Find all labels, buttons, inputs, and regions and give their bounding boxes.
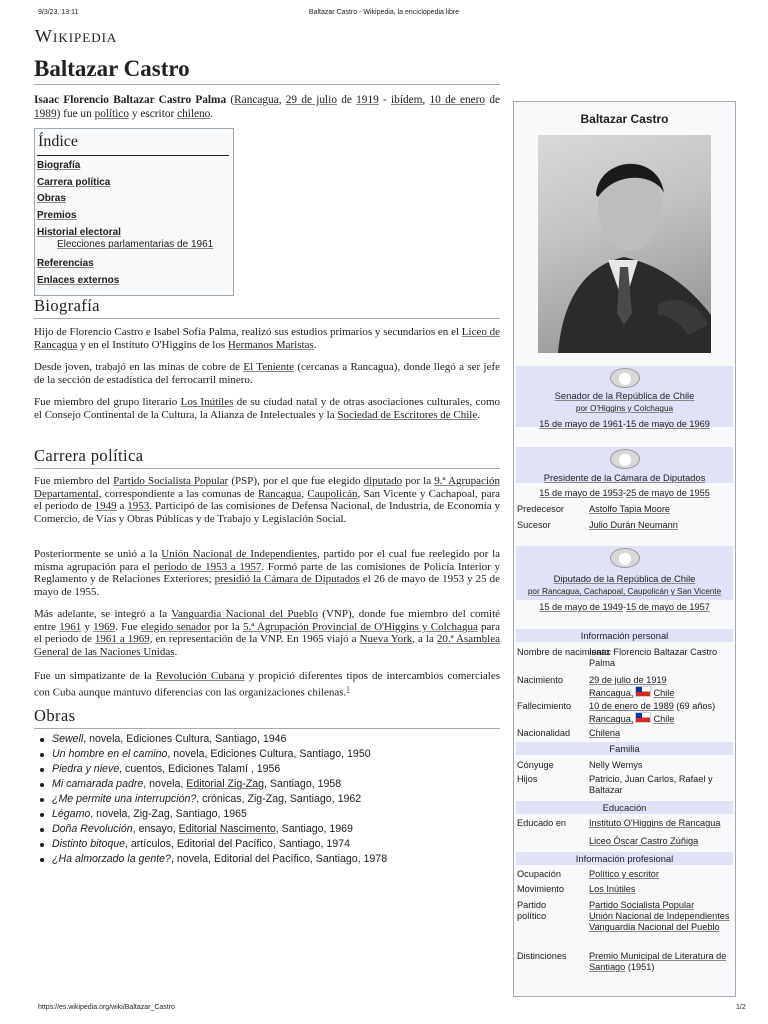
link-nueva-york[interactable]: Nueva York — [359, 633, 413, 646]
children-value: Patricio, Juan Carlos, Rafael y Baltazar — [589, 774, 713, 795]
link-presidio-camara[interactable]: presidió la Cámara de Diputados — [214, 573, 360, 586]
office-presidente-dates: 15 de mayo de 1953-25 de mayo de 1955 — [539, 488, 710, 498]
carrera-paragraph-3: Más adelante, se integró a la Vanguardia Nacional del Pueblo (VNP), donde fue miembro del comité entre 1961 y 1969. Fue elegido senador por la 5.ª Agrupación Provincial de O'Higgins y Colchagua para el periodo de 1961 a 1969, en representación de la VNP. En 1965 viajó a Nueva York, a la 20.ª Asamblea General de las Naciones Unidas. — [34, 608, 501, 659]
education-label: Educado en — [517, 818, 567, 828]
toc-item-historial[interactable]: Historial electoral — [37, 227, 121, 238]
link-birth-year[interactable]: 1919 — [356, 94, 379, 106]
link-revolucion-cubana[interactable]: Revolución Cubana — [156, 670, 245, 682]
link-editorial-zigzag[interactable]: Editorial Zig-Zag — [186, 778, 264, 790]
office-presidente-camara[interactable]: Presidente de la Cámara de Diputados — [543, 472, 706, 483]
link-los-inutiles[interactable]: Los Inútiles — [180, 396, 234, 408]
portrait-figure — [538, 135, 711, 353]
list-item: ¿Ha almorzado la gente?, novela, Editorial del Pacífico, Santiago, 1978 — [52, 853, 502, 868]
toc-item-obras[interactable]: Obras — [37, 193, 66, 204]
link-sech[interactable]: Sociedad de Escritores de Chile — [337, 408, 478, 421]
party-values: Partido Socialista Popular Unión Nacional de Independientes Vanguardia Nacional del Pueblo — [589, 900, 730, 932]
link-1969[interactable]: 1969 — [93, 620, 116, 633]
birth-label: Nacimiento — [517, 675, 563, 685]
link-hermanos-maristas[interactable]: Hermanos Maristas — [227, 338, 314, 351]
print-url: https://es.wikipedia.org/wiki/Baltazar_Castro — [38, 1004, 175, 1011]
link-unin[interactable]: Unión Nacional de Independientes — [161, 548, 317, 560]
office-diputado-dates: 15 de mayo de 1949-15 de mayo de 1957 — [539, 602, 710, 612]
link-psp[interactable]: Partido Socialista Popular — [113, 475, 229, 487]
full-name-value: Isaac Florencio Baltazar Castro Palma — [589, 647, 718, 668]
toc-item-enlaces[interactable]: Enlaces externos — [37, 275, 120, 286]
link-chileno[interactable]: chileno — [177, 108, 211, 120]
table-of-contents — [34, 128, 234, 296]
list-item: Mi camarada padre, novela, Editorial Zig-Zag, Santiago, 1958 — [52, 778, 502, 793]
spouse-label: Cónyuge — [517, 760, 554, 770]
list-item: Légamo, novela, Zig-Zag, Santiago, 1965 — [52, 808, 502, 823]
sucesor-label: Sucesor — [517, 520, 551, 530]
bio-paragraph-2: Desde joven, trabajó en las minas de cobre de El Teniente (cercanas a Rancagua), donde llegó a ser jefe de la sección de estadística del ferrocarril minero. — [34, 361, 501, 386]
predecesor-value[interactable]: Astolfo Tapia Moore — [589, 504, 671, 514]
sucesor-value[interactable]: Julio Durán Neumann — [589, 520, 678, 530]
list-item: Doña Revolución, ensayo, Editorial Nascimento, Santiago, 1969 — [52, 823, 502, 838]
link-periodo-1961-1969[interactable]: 1961 a 1969 — [94, 633, 150, 646]
nationality-value[interactable]: Chilena — [589, 728, 621, 738]
reference-1[interactable]: 1 — [346, 684, 350, 693]
list-item: Un hombre en el camino, novela, Ediciones Cultura, Santiago, 1950 — [52, 748, 502, 763]
link-elegido-senador[interactable]: elegido senador — [140, 620, 211, 633]
toc-item-premios[interactable]: Premios — [37, 210, 77, 221]
list-item: Sewell, novela, Ediciones Cultura, Santiago, 1946 — [52, 733, 502, 748]
nationality-label: Nacionalidad — [517, 728, 571, 738]
list-item: Distinto bitoque, artículos, Editorial del Pacífico, Santiago, 1974 — [52, 838, 502, 853]
link-death-year[interactable]: 1989 — [34, 108, 57, 120]
link-death-day[interactable]: 10 de enero — [429, 94, 486, 106]
carrera-paragraph-1: Fue miembro del Partido Socialista Popular (PSP), por el que fue elegido diputado por la 9.ª Agrupación Departamental, correspondiente a las comunas de Rancagua, Caupolicán, San Vicente y Cachapoal, para el periodo de 1949 a 1953. Participó de las comisiones de Defensa Nacional, de Industria, de Economía y Comercio, de Vías y Obras Públicas y de Trabajo y Legislación Social. — [34, 475, 501, 526]
portrait-photo[interactable] — [538, 135, 711, 353]
heading-carrera: Carrera política — [34, 446, 144, 465]
heading-biografia: Biografía — [34, 296, 100, 315]
list-item: Piedra y nieve, cuentos, Ediciones Talamí , 1956 — [52, 763, 502, 778]
full-name-label: Nombre de nacimiento — [517, 647, 610, 657]
heading-carrera-divider — [34, 468, 500, 469]
chamber-seal-icon — [610, 449, 640, 469]
link-el-teniente[interactable]: El Teniente — [243, 361, 295, 373]
print-page-number: 1/2 — [736, 1004, 746, 1011]
heading-obras: Obras — [34, 706, 76, 725]
occupation-value[interactable]: Político y escritor — [589, 869, 659, 879]
link-1953[interactable]: 1953 — [127, 500, 150, 513]
heading-obras-divider — [34, 728, 500, 729]
link-liceo-rancagua[interactable]: Liceo de Rancagua — [34, 326, 500, 351]
death-value: 10 de enero de 1989 (69 años) Rancagua, Chile — [589, 701, 716, 724]
children-label: Hijos — [517, 774, 538, 784]
chile-flag-icon — [635, 686, 651, 697]
occupation-label: Ocupación — [517, 869, 561, 879]
lead-name: Isaac Florencio Baltazar Castro Palma — [34, 94, 227, 106]
link-5-agrupacion[interactable]: 5.ª Agrupación Provincial de O'Higgins y Colchagua — [242, 620, 478, 633]
link-rancagua-comuna[interactable]: Rancagua — [257, 487, 302, 500]
list-item: ¿Me permite una interrupción?, crónicas, Zig-Zag, Santiago, 1962 — [52, 793, 502, 808]
link-1949[interactable]: 1949 — [94, 500, 117, 513]
bio-paragraph-1: Hijo de Florencio Castro e Isabel Sofía Palma, realizó sus estudios primarios y secundarios en el Liceo de Rancagua y en el Instituto O'Higgins de los Hermanos Maristas. — [34, 326, 500, 351]
toc-item-carrera[interactable]: Carrera política — [37, 177, 111, 188]
movement-value[interactable]: Los Inútiles — [589, 884, 636, 894]
infobox-title: Baltazar Castro — [580, 112, 669, 126]
distinctions-value: Premio Municipal de Literatura de Santiago (1951) — [589, 951, 727, 972]
movement-label: Movimiento — [517, 884, 564, 894]
carrera-paragraph-4: Fue un simpatizante de la Revolución Cubana y propició diferentes tipos de intercambios comerciales con Cuba aunque mantuvo diferencias con las organizaciones chilenas.$^1$ — [34, 670, 500, 699]
section-educacion: Educación — [516, 801, 733, 814]
party-label: Partido político — [517, 900, 547, 921]
page-title: Baltazar Castro — [34, 56, 190, 81]
link-diputado[interactable]: diputado — [363, 475, 403, 487]
senate-seal-icon — [610, 368, 640, 388]
chile-flag-icon — [635, 712, 651, 723]
link-vnp[interactable]: Vanguardia Nacional del Pueblo — [171, 608, 318, 620]
spouse-value: Nelly Wemys — [589, 760, 643, 770]
toc-divider — [37, 155, 229, 156]
office-diputado-district[interactable]: por Rancagua, Cachapoal, Caupolicán y San Vicente — [527, 587, 722, 596]
link-politico[interactable]: político — [94, 108, 130, 120]
toc-title: Índice — [38, 133, 78, 150]
office-senador[interactable]: Senador de la República de Chile — [554, 390, 695, 401]
obras-list — [52, 733, 502, 868]
distinctions-label: Distinciones — [517, 951, 567, 961]
toc-sub-elecciones[interactable]: Elecciones parlamentarias de 1961 — [57, 239, 214, 250]
print-tab-title: Baltazar Castro - Wikipedia, la enciclopedia libre — [308, 9, 460, 16]
office-diputado[interactable]: Diputado de la República de Chile — [553, 573, 696, 584]
title-divider — [34, 84, 500, 85]
school-1[interactable]: Instituto O'Higgins de Rancagua — [589, 818, 721, 828]
predecesor-label: Predecesor — [517, 504, 564, 514]
toc-item-biografia[interactable]: Biografía — [37, 160, 81, 171]
link-9-agrupacion[interactable]: 9.ª Agrupación Departamental — [34, 475, 500, 500]
lead-paragraph: Isaac Florencio Baltazar Castro Palma (Rancagua, 29 de julio de 1919 - ibídem, 10 de enero de 1989) fue un político y escritor chileno. — [34, 94, 500, 120]
link-1961[interactable]: 1961 — [59, 620, 82, 633]
link-caupolican[interactable]: Caupolicán — [307, 487, 358, 500]
birth-value: 29 de julio de 1919 Rancagua, Chile — [589, 675, 675, 698]
bio-paragraph-3: Fue miembro del grupo literario Los Inútiles de su ciudad natal y de otras asociaciones culturales, como el Consejo Continental de la Cultura, la Alianza de Intelectuales y la Sociedad de Escritores de Chile. — [34, 396, 500, 421]
wikipedia-logo[interactable]: Wikipedia — [35, 26, 118, 46]
link-periodo-1953-1957[interactable]: periodo de 1953 a 1957 — [153, 560, 262, 573]
carrera-paragraph-2: Posteriormente se unió a la Unión Nacional de Independientes, partido por el cual fue reelegido por la misma agrupación para el periodo de 1953 a 1957. Formó parte de las comisiones de Policía Interior y Reglamento y de Relaciones Exteriores; presidió la Cámara de Diputados el 26 de mayo de 1953 y 25 de mayo de 1955. — [34, 548, 501, 599]
link-asamblea-onu[interactable]: 20.ª Asamblea General de las Naciones Unidas — [34, 633, 500, 659]
heading-biografia-divider — [34, 318, 500, 319]
office-senador-dates: 15 de mayo de 1961-15 de mayo de 1969 — [539, 419, 710, 429]
link-ibidem[interactable]: ibídem — [391, 94, 423, 106]
link-birth-day[interactable]: 29 de julio — [285, 94, 337, 106]
infobox — [513, 101, 736, 997]
print-datetime: 9/3/23, 13:11 — [38, 9, 79, 16]
office-senador-district[interactable]: por O'Higgins y Colchagua — [575, 404, 674, 413]
school-2[interactable]: Liceo Óscar Castro Zúñiga — [589, 836, 699, 846]
section-personal: Información personal — [516, 629, 733, 642]
deputy-seal-icon — [610, 548, 640, 568]
section-familia: Familia — [516, 742, 733, 755]
section-profesional: Información profesional — [516, 852, 733, 865]
death-label: Fallecimiento — [517, 701, 572, 711]
link-editorial-nascimento[interactable]: Editorial Nascimento — [178, 823, 276, 835]
toc-item-referencias[interactable]: Referencias — [37, 258, 94, 269]
link-rancagua[interactable]: Rancagua — [234, 94, 279, 106]
